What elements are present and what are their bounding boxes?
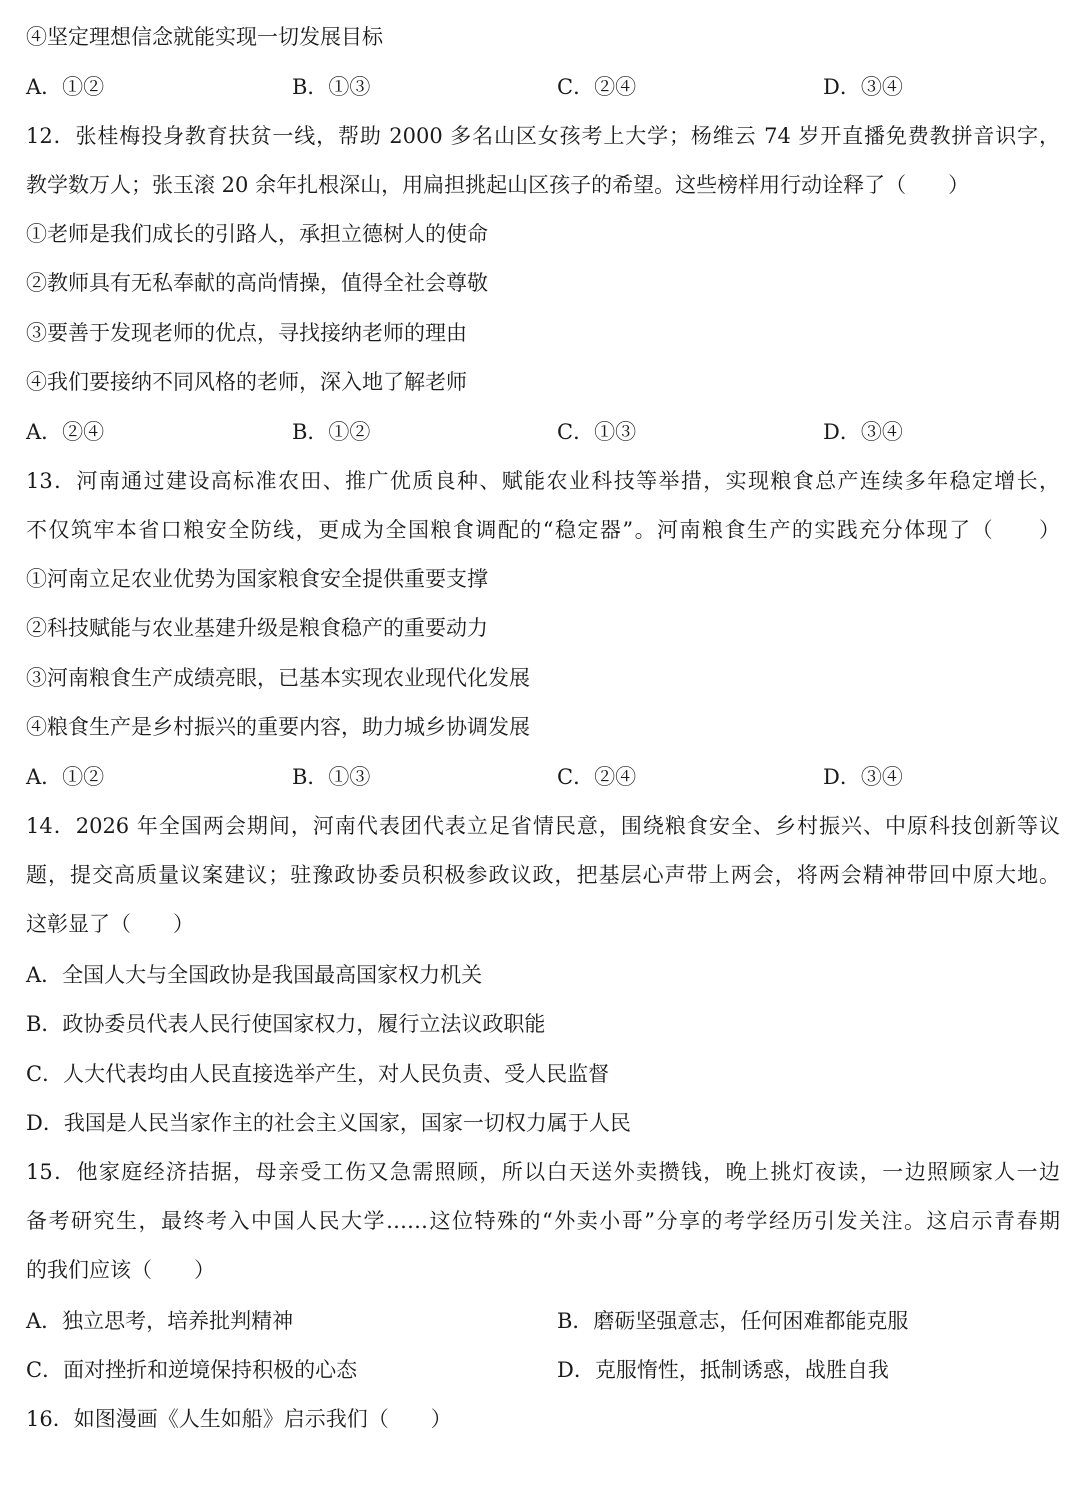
q12-item-1: ①老师是我们成长的引路人，承担立德树人的使命 <box>26 222 488 246</box>
q15-option-c[interactable]: C．面对挫折和逆境保持积极的心态 <box>26 1358 358 1382</box>
q13-options <box>26 753 1060 802</box>
q12-stem-line-1: 12．张桂梅投身教育扶贫一线，帮助 2000 多名山区女孩考上大学；杨维云 74 岁开直播免费教拼音识字， <box>26 124 1060 148</box>
q15-option-b[interactable]: B．磨砺坚强意志，任何困难都能克服 <box>557 1309 909 1333</box>
q12-option-a[interactable]: A．②④ <box>26 420 105 444</box>
q11-option-c[interactable]: C．②④ <box>557 75 637 99</box>
q12-item-3: ③要善于发现老师的优点，寻找接纳老师的理由 <box>26 321 467 345</box>
q15-option-d[interactable]: D．克服惰性，抵制诱惑，战胜自我 <box>557 1358 889 1382</box>
q12-item-4: ④我们要接纳不同风格的老师，深入地了解老师 <box>26 370 467 394</box>
q13-stem-line-2: 不仅筑牢本省口粮安全防线，更成为全国粮食调配的“稳定器”。河南粮食生产的实践充分体现了（ ） <box>26 518 1060 542</box>
q12-options <box>26 408 1060 457</box>
q15-options-row-2 <box>26 1346 1060 1395</box>
q15-option-a[interactable]: A．独立思考，培养批判精神 <box>26 1309 294 1333</box>
q13-item-1: ①河南立足农业优势为国家粮食安全提供重要支撑 <box>26 567 488 591</box>
q14-stem-line-1: 14．2026 年全国两会期间，河南代表团代表立足省情民意，围绕粮食安全、乡村振兴、中原科技创新等议 <box>26 814 1060 838</box>
q14-option-a[interactable]: A．全国人大与全国政协是我国最高国家权力机关 <box>26 963 483 987</box>
q16-stem-line-1: 16．如图漫画《人生如船》启示我们（ ） <box>26 1407 452 1431</box>
q12-item-2: ②教师具有无私奉献的高尚情操，值得全社会尊敬 <box>26 271 488 295</box>
q13-item-3: ③河南粮食生产成绩亮眼，已基本实现农业现代化发展 <box>26 666 530 690</box>
q14-option-c[interactable]: C．人大代表均由人民直接选举产生，对人民负责、受人民监督 <box>26 1062 610 1086</box>
q12-stem-line-2: 教学数万人；张玉滚 20 余年扎根深山，用扁担挑起山区孩子的希望。这些榜样用行动诠释了（ ） <box>26 173 970 197</box>
q11-options <box>26 63 1060 112</box>
q12-option-b[interactable]: B．①② <box>292 420 371 444</box>
q13-item-2: ②科技赋能与农业基建升级是粮食稳产的重要动力 <box>26 616 488 640</box>
q12-option-c[interactable]: C．①③ <box>557 420 637 444</box>
q11-item-4: ④坚定理想信念就能实现一切发展目标 <box>26 25 383 49</box>
q13-option-b[interactable]: B．①③ <box>292 765 371 789</box>
q14-stem-line-2: 题，提交高质量议案建议；驻豫政协委员积极参政议政，把基层心声带上两会，将两会精神带回中原大地。 <box>26 863 1060 887</box>
q12-option-d[interactable]: D．③④ <box>823 420 903 444</box>
q11-option-d[interactable]: D．③④ <box>823 75 903 99</box>
q13-option-a[interactable]: A．①② <box>26 765 105 789</box>
q14-option-b[interactable]: B．政协委员代表人民行使国家权力，履行立法议政职能 <box>26 1012 546 1036</box>
q15-stem-line-1: 15．他家庭经济拮据，母亲受工伤又急需照顾，所以白天送外卖攒钱，晚上挑灯夜读，一边照顾家人一边 <box>26 1160 1060 1184</box>
q14-stem-line-3: 这彰显了（ ） <box>26 912 194 936</box>
q11-option-b[interactable]: B．①③ <box>292 75 371 99</box>
q15-stem-line-3: 的我们应该（ ） <box>26 1258 215 1282</box>
q15-stem-line-2: 备考研究生，最终考入中国人民大学……这位特殊的“外卖小哥”分享的考学经历引发关注。这启示青春期 <box>26 1209 1060 1233</box>
q13-stem-line-1: 13．河南通过建设高标准农田、推广优质良种、赋能农业科技等举措，实现粮食总产连续多年稳定增长， <box>26 469 1060 493</box>
q11-option-a[interactable]: A．①② <box>26 75 105 99</box>
q14-option-d[interactable]: D．我国是人民当家作主的社会主义国家，国家一切权力属于人民 <box>26 1111 631 1135</box>
q13-item-4: ④粮食生产是乡村振兴的重要内容，助力城乡协调发展 <box>26 715 530 739</box>
q15-options-row-1 <box>26 1297 1060 1346</box>
q13-option-d[interactable]: D．③④ <box>823 765 903 789</box>
q13-option-c[interactable]: C．②④ <box>557 765 637 789</box>
